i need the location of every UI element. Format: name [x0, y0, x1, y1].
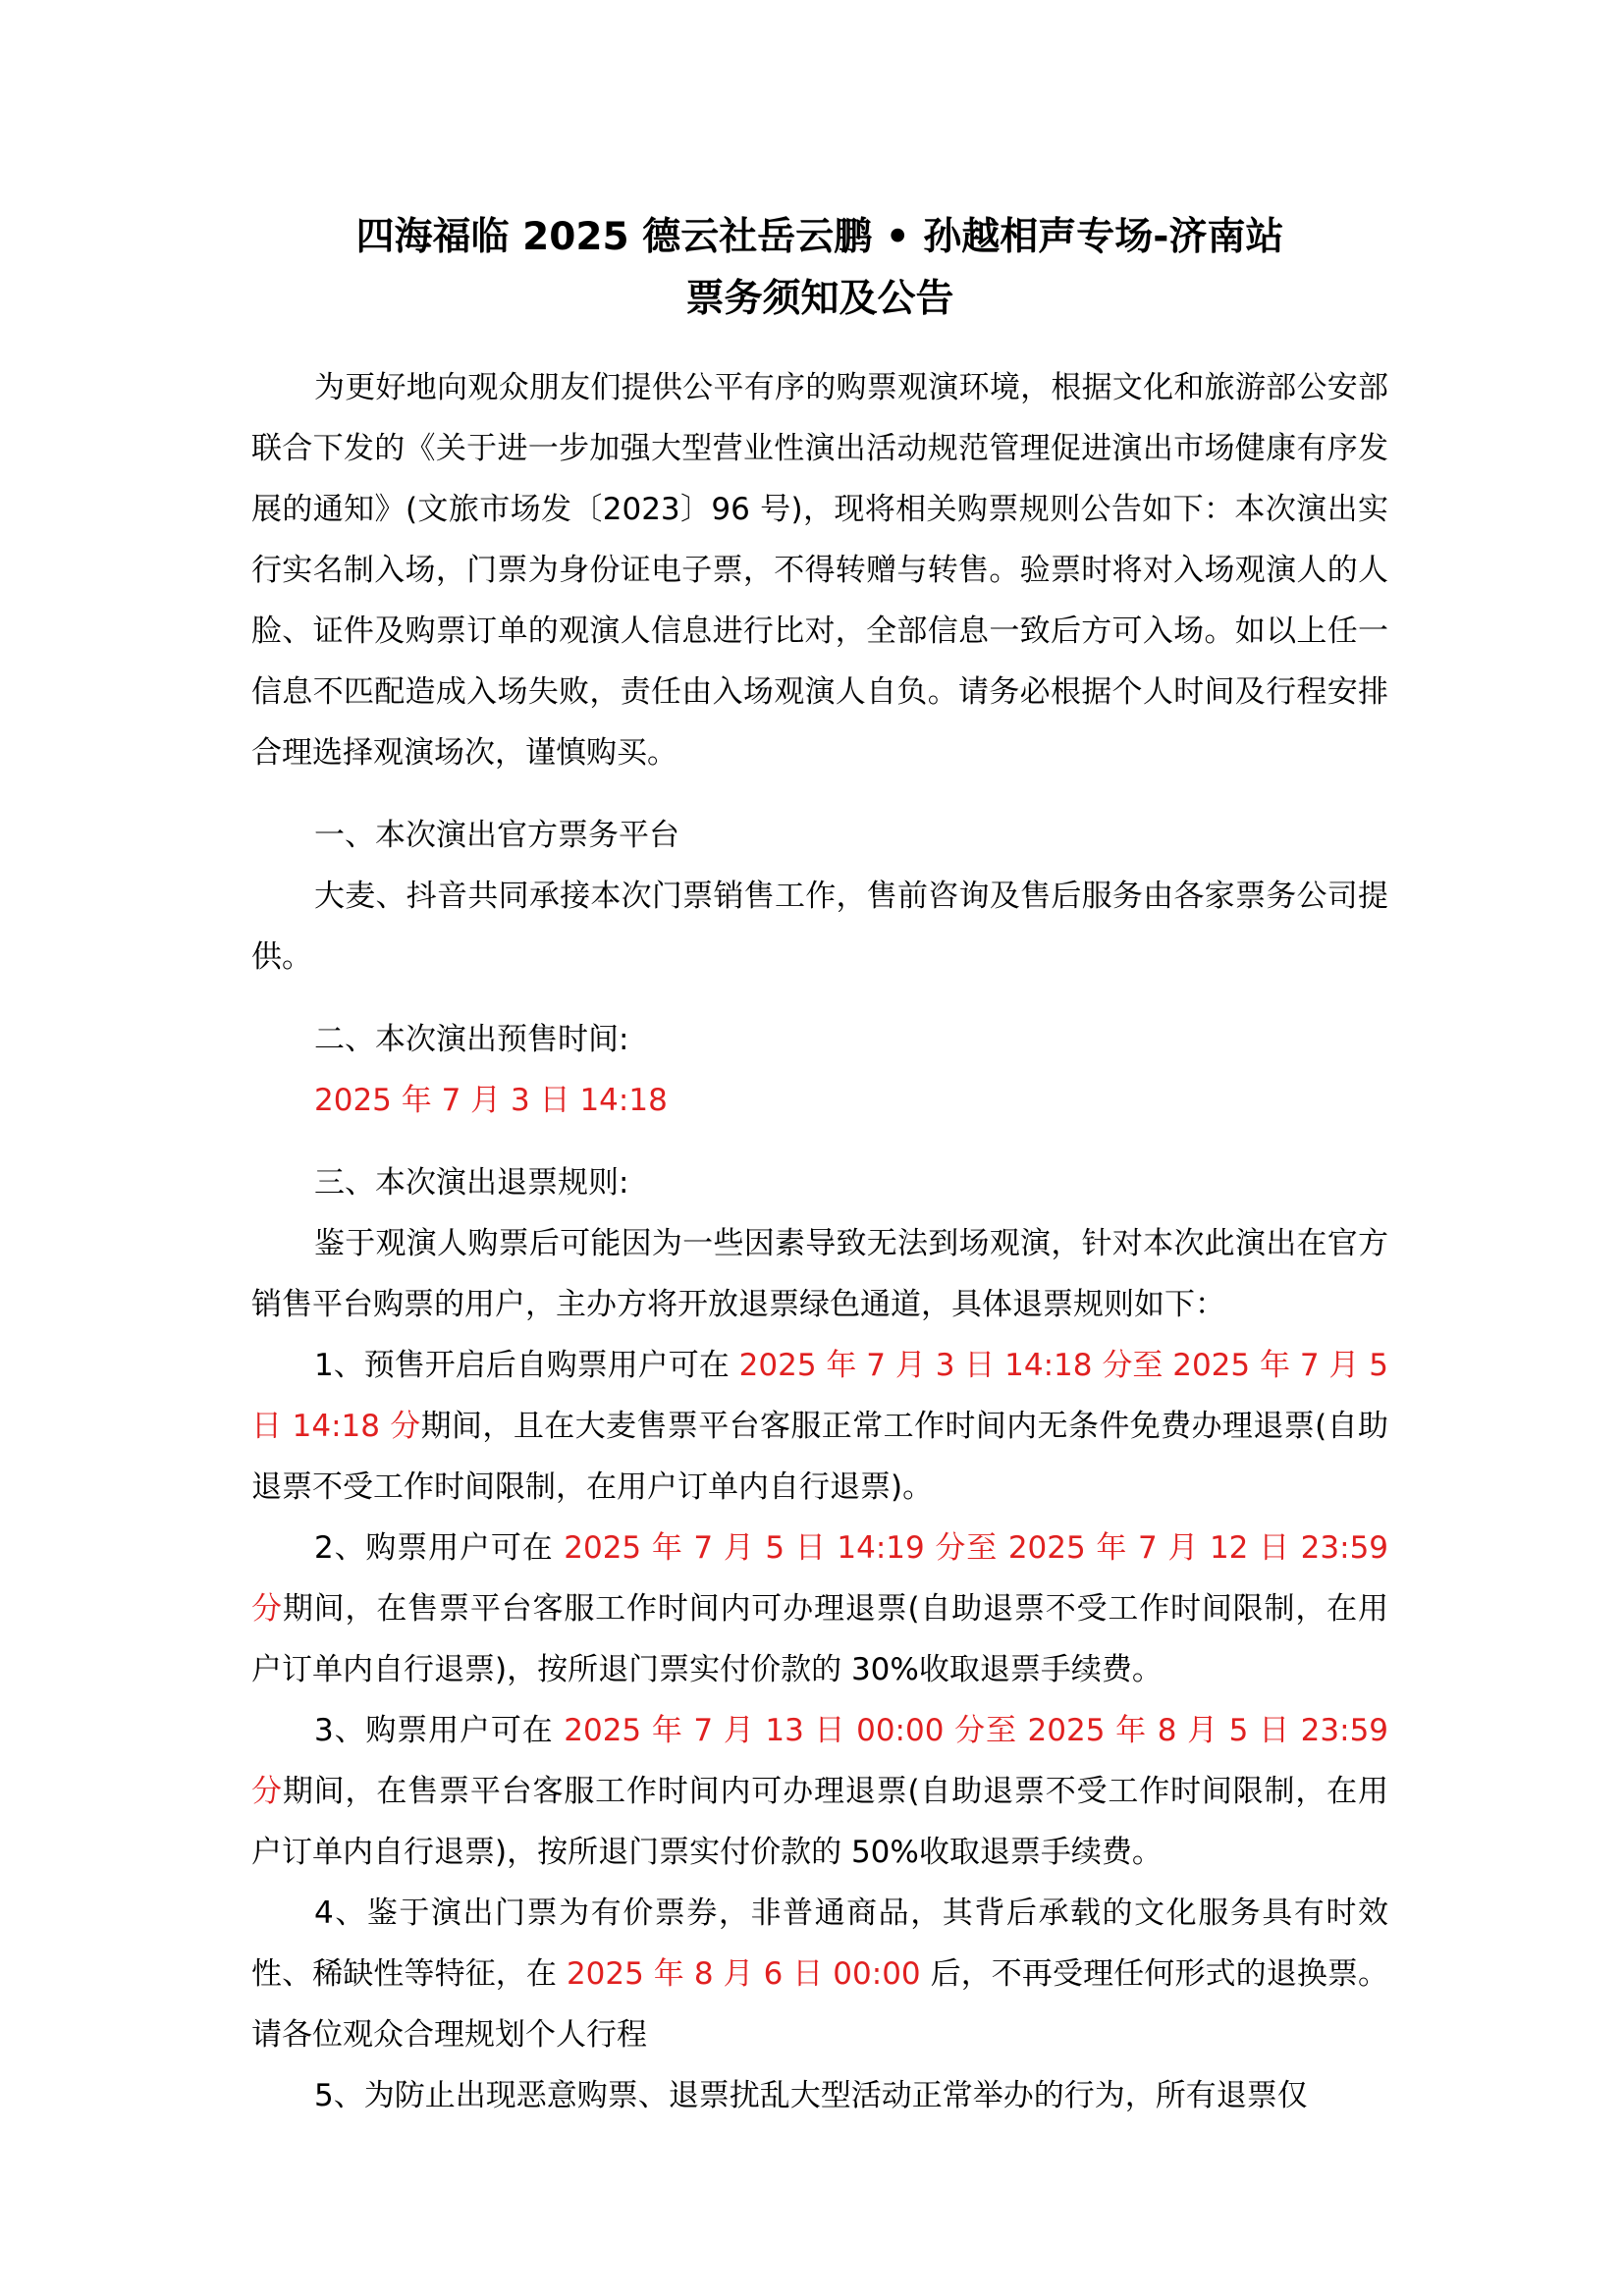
section-1-text: 大麦、抖音共同承接本次门票销售工作，售前咨询及售后服务由各家票务公司提供。: [251, 879, 1388, 975]
refund-rule-3: [251, 1700, 1388, 1883]
rule-3-period: 2025 年 7 月 13 日 00:00 分至 2025 年 8 月 5 日 23:59 分: [251, 1713, 1389, 1809]
rule-1-prefix: 1、预售开启后自购票用户可在: [314, 1348, 739, 1383]
title-line-1: 四海福临 2025 德云社岳云鹏 • 孙越相声专场-济南站: [355, 215, 1284, 259]
rule-4-prefix: 4、鉴于演出门票为有价票券，非普通商品，其背后承载的文化服务具有时效性、稀缺性等特征，在: [251, 1896, 1388, 1992]
refund-rule-5: 5、为防止出现恶意购票、退票扰乱大型活动正常举办的行为，所有退票仅: [314, 2078, 1308, 2113]
refund-rule-4: [251, 1883, 1388, 2065]
section-2-heading: 二、本次演出预售时间:: [314, 1022, 629, 1057]
rule-2-suffix: 期间，在售票平台客服工作时间内可办理退票(自助退票不受工作时间限制，在用户订单内自行退票)，按所退门票实付价款的 30%收取退票手续费。: [251, 1591, 1389, 1687]
rule-1-suffix: 期间，且在大麦售票平台客服正常工作时间内无条件免费办理退票(自助退票不受工作时间限制，在用户订单内自行退票)。: [251, 1409, 1389, 1505]
title-line-2: 票务须知及公告: [685, 277, 954, 321]
section-1-heading: 一、本次演出官方票务平台: [314, 818, 679, 853]
rule-3-suffix: 期间，在售票平台客服工作时间内可办理退票(自助退票不受工作时间限制，在用户订单内自行退票)，按所退门票实付价款的 50%收取退票手续费。: [251, 1774, 1389, 1870]
document-body: [251, 357, 1388, 2126]
rule-2-period: 2025 年 7 月 5 日 14:19 分至 2025 年 7 月 12 日 23:59 分: [251, 1530, 1389, 1627]
refund-rule-2: [251, 1518, 1388, 1700]
rule-3-prefix: 3、购票用户可在: [314, 1713, 565, 1748]
intro-paragraph: 为更好地向观众朋友们提供公平有序的购票观演环境，根据文化和旅游部公安部联合下发的《关于进一步加强大型营业性演出活动规范管理促进演出市场健康有序发展的通知》(文旅市场发〔2023〕96 号)，现将相关购票规则公告如下：本次演出实行实名制入场，门票为身份证电子票，不得转赠与转售。验票时将对入场观演人的人脸、证件及购票订单的观演人信息进行比对，全部信息一致后方可入场。如以上任一信息不匹配造成入场失败，责任由入场观演人自负。请务必根据个人时间及行程安排合理选择观演场次，谨慎购买。: [251, 370, 1388, 771]
refund-rule-1: [251, 1335, 1388, 1518]
rule-4-suffix: 后，不再受理任何形式的退换票。请各位观众合理规划个人行程: [251, 1956, 1388, 2053]
document-title: [251, 206, 1388, 330]
rule-2-prefix: 2、购票用户可在: [314, 1530, 565, 1566]
rule-1-period: 2025 年 7 月 3 日 14:18 分至 2025 年 7 月 5 日 14:18 分: [251, 1348, 1389, 1444]
section-3-intro: 鉴于观演人购票后可能因为一些因素导致无法到场观演，针对本次此演出在官方销售平台购票的用户，主办方将开放退票绿色通道，具体退票规则如下：: [251, 1226, 1388, 1322]
section-3-heading: 三、本次演出退票规则:: [314, 1165, 629, 1201]
rule-4-deadline: 2025 年 8 月 6 日 00:00: [566, 1956, 921, 1992]
presale-time: 2025 年 7 月 3 日 14:18: [314, 1083, 668, 1118]
